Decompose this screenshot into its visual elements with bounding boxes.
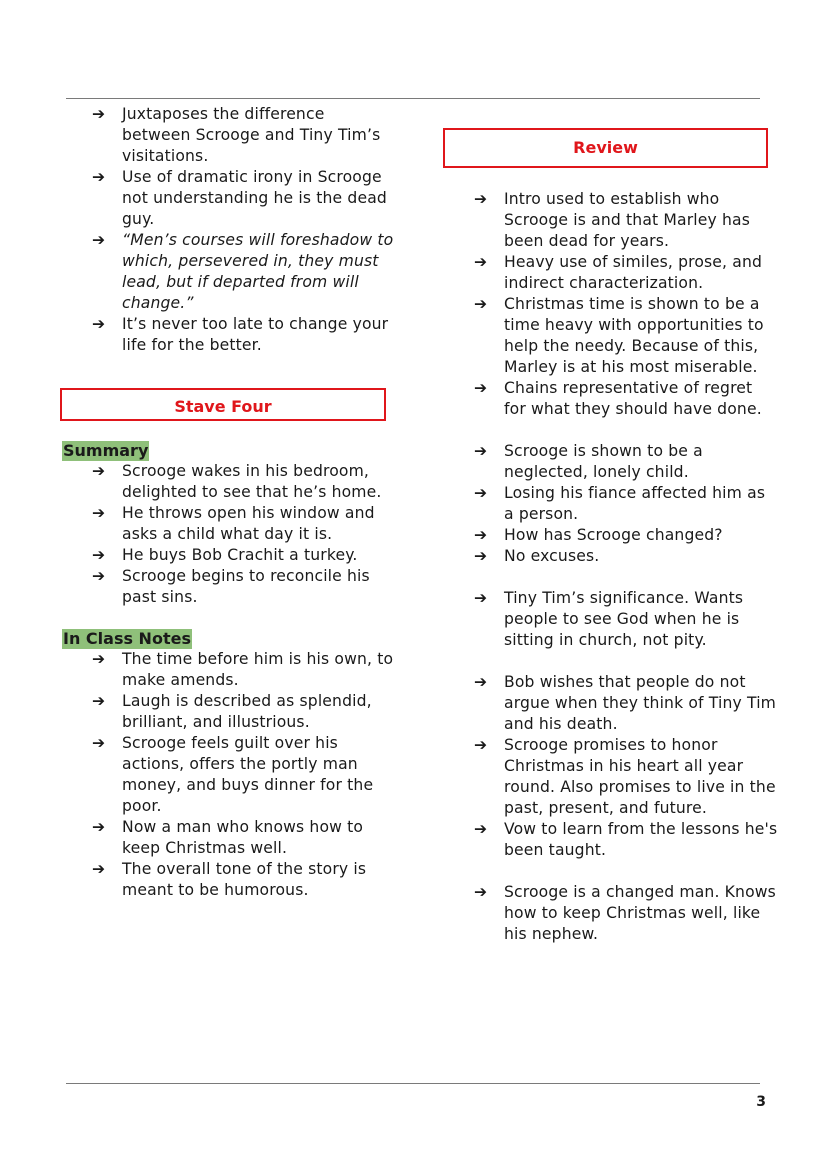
list-item: ➔ Now a man who knows how to keep Christmas well. [92, 818, 364, 857]
list-item: ➔ He throws open his window and asks a child what day it is. [92, 504, 375, 543]
list-item: ➔ Tiny Tim’s significance. Wants people to see God when he is sitting in church, not pity. [474, 589, 744, 649]
arrow-bullet-icon: ➔ [474, 190, 488, 208]
list-item: ➔ Christmas time is shown to be a time heavy with opportunities to help the needy. Because of this, Marley is at his most miserable. [474, 295, 764, 376]
list-item: ➔ Scrooge feels guilt over his actions, offers the portly man money, and buys dinner for the poor. [92, 734, 374, 815]
summary-list [60, 461, 395, 608]
arrow-bullet-icon: ➔ [474, 253, 488, 271]
summary-label: Summary [63, 441, 149, 460]
review-list-1 [443, 189, 779, 420]
summary-label-row [60, 441, 395, 461]
list-item: ➔ Heavy use of similes, prose, and indirect characterization. [474, 253, 763, 292]
arrow-bullet-icon: ➔ [92, 231, 106, 249]
arrow-bullet-icon: ➔ [474, 736, 488, 754]
footer-rule [66, 1083, 760, 1084]
quote-text: “Men’s courses will foreshadow to which, persevered in, they must lead, but if departed from will change.” [122, 231, 394, 312]
arrow-bullet-icon: ➔ [92, 734, 106, 752]
right-column [443, 104, 779, 945]
arrow-bullet-icon: ➔ [474, 589, 488, 607]
list-item: ➔ Vow to learn from the lessons he's been taught. [474, 820, 778, 859]
arrow-bullet-icon: ➔ [92, 315, 106, 333]
arrow-bullet-icon: ➔ [474, 379, 488, 397]
notes-label-row [60, 629, 395, 649]
arrow-bullet-icon: ➔ [474, 883, 488, 901]
list-item: ➔ Scrooge is shown to be a neglected, lonely child. [474, 442, 703, 481]
list-item: ➔ How has Scrooge changed? [474, 526, 723, 544]
left-column [60, 104, 395, 901]
arrow-bullet-icon: ➔ [92, 546, 106, 564]
list-item: ➔ Scrooge wakes in his bedroom, delighted to see that he’s home. [92, 462, 382, 501]
list-item: ➔ Scrooge promises to honor Christmas in his heart all year round. Also promises to live in the past, present, and future. [474, 736, 776, 817]
review-list-3 [443, 588, 779, 651]
page-number: 3 [756, 1094, 766, 1110]
list-item: ➔ Bob wishes that people do not argue when they think of Tiny Tim and his death. [474, 673, 777, 733]
list-item: ➔ Intro used to establish who Scrooge is and that Marley has been dead for years. [474, 190, 750, 250]
arrow-bullet-icon: ➔ [92, 168, 106, 186]
list-item: ➔ It’s never too late to change your life for the better. [92, 315, 389, 354]
list-item: ➔ Laugh is described as splendid, brilliant, and illustrious. [92, 692, 372, 731]
arrow-bullet-icon: ➔ [92, 650, 106, 668]
list-item: ➔ Scrooge begins to reconcile his past sins. [92, 567, 370, 606]
continuation-list [60, 104, 395, 356]
list-item: ➔ Use of dramatic irony in Scrooge not understanding he is the dead guy. [92, 168, 387, 228]
notes-list [60, 649, 395, 901]
arrow-bullet-icon: ➔ [92, 105, 106, 123]
arrow-bullet-icon: ➔ [92, 692, 106, 710]
list-item: ➔ No excuses. [474, 547, 600, 565]
arrow-bullet-icon: ➔ [92, 818, 106, 836]
arrow-bullet-icon: ➔ [474, 295, 488, 313]
list-item: ➔ Losing his fiance affected him as a person. [474, 484, 766, 523]
arrow-bullet-icon: ➔ [474, 442, 488, 460]
arrow-bullet-icon: ➔ [92, 567, 106, 585]
in-class-notes-label: In Class Notes [63, 629, 191, 648]
list-item: ➔ He buys Bob Crachit a turkey. [92, 546, 358, 564]
header-rule [66, 98, 760, 99]
list-item: ➔ Scrooge is a changed man. Knows how to keep Christmas well, like his nephew. [474, 883, 776, 943]
list-item: ➔ The time before him is his own, to make amends. [92, 650, 394, 689]
section-heading-stave-four: Stave Four [60, 388, 386, 421]
review-list-2 [443, 441, 779, 567]
list-item: ➔ Juxtaposes the difference between Scrooge and Tiny Tim’s visitations. [92, 105, 381, 165]
list-item: ➔ The overall tone of the story is meant to be humorous. [92, 860, 367, 899]
arrow-bullet-icon: ➔ [474, 526, 488, 544]
section-heading-review: Review [443, 128, 768, 168]
review-list-4 [443, 672, 779, 861]
list-item [60, 230, 395, 314]
arrow-bullet-icon: ➔ [474, 820, 488, 838]
arrow-bullet-icon: ➔ [474, 547, 488, 565]
arrow-bullet-icon: ➔ [92, 860, 106, 878]
arrow-bullet-icon: ➔ [92, 462, 106, 480]
list-item: ➔ Chains representative of regret for what they should have done. [474, 379, 762, 418]
review-list-5 [443, 882, 779, 945]
arrow-bullet-icon: ➔ [474, 484, 488, 502]
arrow-bullet-icon: ➔ [474, 673, 488, 691]
arrow-bullet-icon: ➔ [92, 504, 106, 522]
